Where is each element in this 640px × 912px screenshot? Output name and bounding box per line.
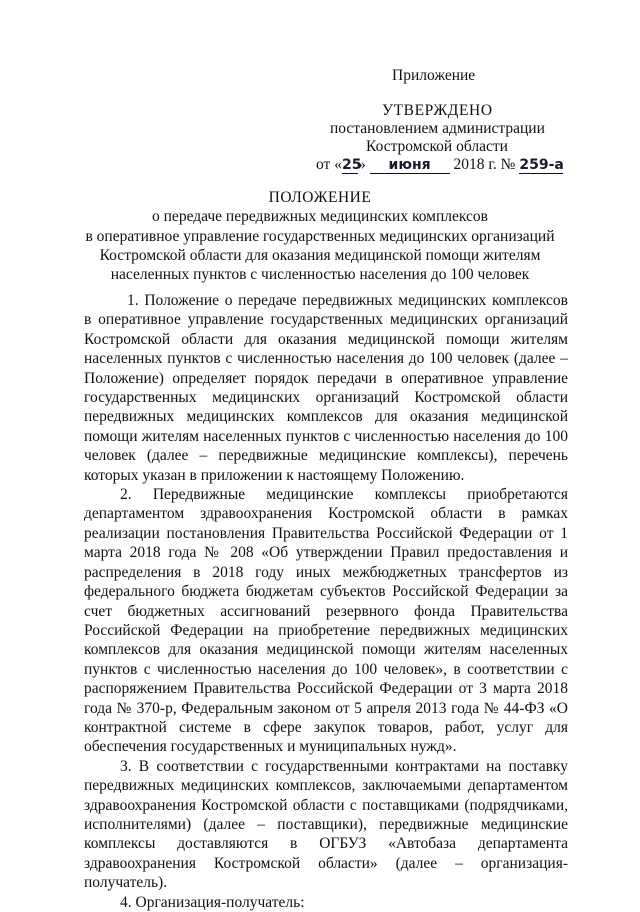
date-prefix: от « [316,156,342,173]
title-main: ПОЛОЖЕНИЕ [268,189,372,206]
paragraph-1: 1. Положение о передаче передвижных медицинских комплексов в оперативное управление государственных медицинских организаций Костромской области для оказания медицинской помощи жителям населенных пунктов с численностью населения до 100 человек (далее – Положение) определяет порядок передачи в оперативное управление государственных медицинских организаций Костромской области передвижных медицинских комплексов для оказания медицинской помощи жителям населенных пунктов с численностью населения до 100 человек (далее – передвижные медицинские комплексы), перечень которых указан в приложении к настоящему Положению. [84,292,568,484]
title-line-3: Костромской области для оказания медицинской помощи жителям [99,246,541,264]
appendix-label: Приложение [392,67,476,84]
decree-line-2: Костромской области [366,138,508,155]
decree-line-1: постановлением администрации [330,120,545,137]
decree-day: 25 [341,157,362,173]
paragraph-3: 3. В соответствии с государственными контрактами на поставку передвижных медицинских комплексов, заключаемыми департаментом здравоохранения Костромской области с поставщиками (подрядчиками, исполнителями) (далее – поставщики), передвижные медицинские комплексы доставляются в ОГБУЗ «Автобаза департамента здравоохранения Костромской области» (далее – организация-получатель). [84,757,568,892]
title-line-4: населенных пунктов с численностью населения до 100 человек [110,266,530,284]
paragraph-2: 2. Передвижные медицинские комплексы приобретаются департаментом здравоохранения Костромской области в рамках реализации постановления Правительства Российской Федерации от 1 марта 2018 года № 208 «Об утверждении Правил предоставления и распределения в 2018 году иных межбюджетных трансфертов из федерального бюджета бюджетам субъектов Российской Федерации за счет бюджетных ассигнований резервного фонда Правительства Российской Федерации на приобретение передвижных медицинских комплексов для оказания медицинской помощи жителям населенных пунктов с численностью населения до 100 человек», в соответствии с распоряжением Правительства Российской Федерации от 3 марта 2018 года № 370-р, Федеральным законом от 5 апреля 2013 года № 44-ФЗ «О контрактной системе в сфере закупок товаров, работ, услуг для обеспечения государственных и муниципальных нужд». [84,486,568,756]
document-title [0,188,640,284]
decree-year: 2018 г. № [449,156,520,173]
decree-number: 259-а [519,157,564,173]
date-mid: » [357,156,370,173]
paragraph-4: 4. Организация-получатель: [120,893,305,911]
title-line-1: о передаче передвижных медицинских комплексов [152,208,488,226]
title-line-2: в оперативное управление государственных медицинских организаций [85,227,555,245]
decree-date-line [316,155,563,174]
decree-month: июня [370,157,450,174]
approved-stamp-text: УТВЕРЖДЕНО [382,102,493,119]
document-body [84,291,568,912]
